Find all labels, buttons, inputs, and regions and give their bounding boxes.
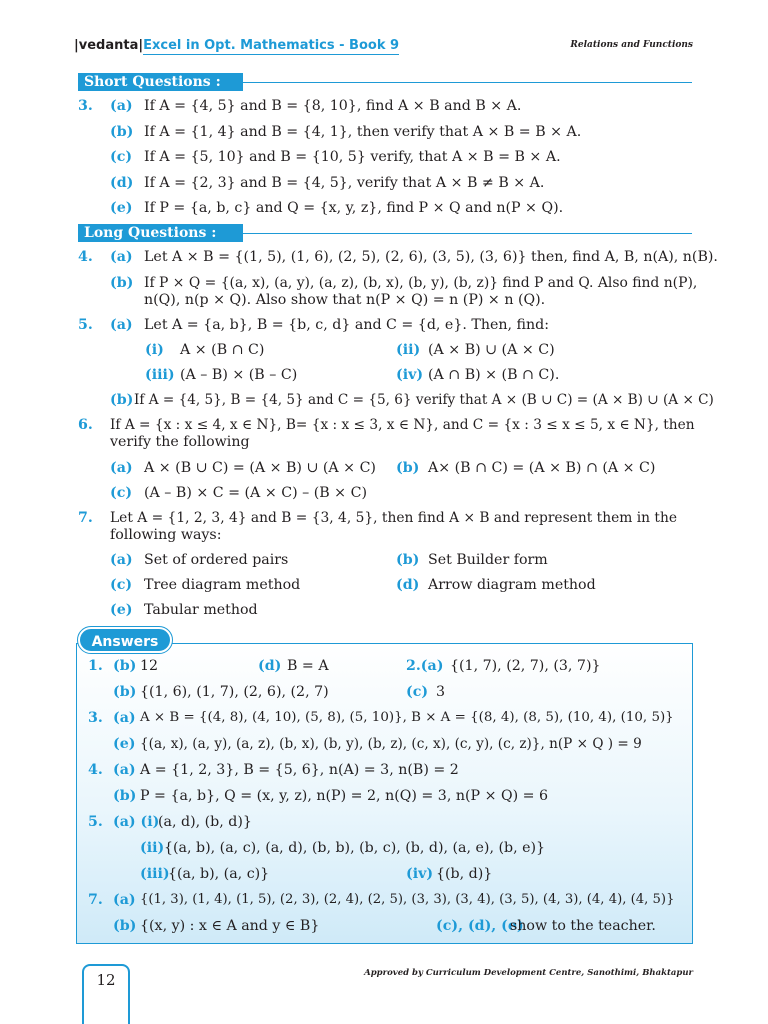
question-text: Let A = {1, 2, 3, 4} and B = {3, 4, 5}, then find A × B and represent them in the <box>110 510 677 526</box>
question-text: (A – B) × C = (A × C) – (B × C) <box>144 485 367 501</box>
answer-label: (b) <box>113 684 137 700</box>
answer-text: A = {1, 2, 3}, B = {5, 6}, n(A) = 3, n(B) = 2 <box>140 762 459 778</box>
question-text: following ways: <box>110 527 222 543</box>
question-text: If A = {4, 5}, B = {4, 5} and C = {5, 6} verify that A × (B ∪ C) = (A × B) ∪ (A × C) <box>134 392 714 408</box>
item-label: (a) <box>110 552 133 568</box>
brand-name: |vedanta| <box>74 38 144 53</box>
item-label: (e) <box>110 200 133 216</box>
answer-text: {(1, 6), (1, 7), (2, 6), (2, 7) <box>140 684 329 700</box>
answer-label: 2.(a) <box>406 658 444 674</box>
item-label: (c) <box>110 149 133 165</box>
item-label: (a) <box>110 249 133 265</box>
question-text: Tabular method <box>144 602 258 618</box>
answer-text: {(1, 3), (1, 4), (1, 5), (2, 3), (2, 4), (2, 5), (3, 3), (3, 4), (3, 5), (4, 3), (4, 4), (4, 5)} <box>140 892 675 907</box>
answer-number: 5. <box>88 814 103 830</box>
item-label: (b) <box>110 124 134 140</box>
subitem-label: (ii) <box>396 342 421 358</box>
answer-text: {(b, d)} <box>436 866 493 882</box>
question-text: If A = {x : x ≤ 4, x ∈ N}, B= {x : x ≤ 3, x ∈ N}, and C = {x : 3 ≤ x ≤ 5, x ∈ N}, then <box>110 417 695 433</box>
answer-text: 12 <box>140 658 159 674</box>
item-label: (b) <box>110 392 134 408</box>
answer-label: (c), (d), (e) <box>436 918 524 934</box>
long-questions-heading: Long Questions : <box>78 224 243 242</box>
approval-note: Approved by Curriculum Development Centre, Sanothimi, Bhaktapur <box>364 968 693 978</box>
question-text: If A = {4, 5} and B = {8, 10}, find A × B and B × A. <box>144 98 522 114</box>
subitem-text: (A ∩ B) × (B ∩ C). <box>428 367 560 383</box>
question-number: 4. <box>78 249 93 265</box>
answer-label: (a) <box>113 710 136 726</box>
question-text: If A = {2, 3} and B = {4, 5}, verify that A × B ≠ B × A. <box>144 175 545 191</box>
answer-text: show to the teacher. <box>510 918 656 934</box>
question-text: A× (B ∩ C) = (A × B) ∩ (A × C) <box>428 460 656 476</box>
answer-number: 4. <box>88 762 103 778</box>
answer-label: (a) (i) <box>113 814 160 830</box>
question-number: 3. <box>78 98 93 114</box>
subitem-text: (A – B) × (B – C) <box>180 367 298 383</box>
subitem-label: (iii) <box>145 367 175 383</box>
answer-label: (iii) <box>140 866 170 882</box>
answer-label: (e) <box>113 736 136 752</box>
subitem-label: (iv) <box>396 367 424 383</box>
item-label: (b) <box>110 275 134 291</box>
answer-text: {(a, b), (a, c)} <box>168 866 270 882</box>
question-text: A × (B ∪ C) = (A × B) ∪ (A × C) <box>144 460 376 476</box>
question-number: 5. <box>78 317 93 333</box>
answer-text: B = A <box>287 658 329 674</box>
answer-label: (a) <box>113 762 136 778</box>
answer-text: {(a, x), (a, y), (a, z), (b, x), (b, y), (b, z), (c, x), (c, y), (c, z)}, n(P × Q ) = 9 <box>140 736 642 752</box>
item-label: (a) <box>110 98 133 114</box>
answer-label: (d) <box>258 658 282 674</box>
question-number: 6. <box>78 417 93 433</box>
answer-text: {(1, 7), (2, 7), (3, 7)} <box>450 658 601 674</box>
answers-heading: Answers <box>80 629 170 651</box>
item-label: (d) <box>396 577 420 593</box>
answer-label: (b) <box>113 918 137 934</box>
answer-label: (a) <box>113 892 136 908</box>
answer-label: (iv) <box>406 866 434 882</box>
item-label: (d) <box>110 175 134 191</box>
answer-label: (b) <box>113 658 137 674</box>
subitem-text: A × (B ∩ C) <box>180 342 265 358</box>
subitem-text: (A × B) ∪ (A × C) <box>428 342 555 358</box>
answer-number: 7. <box>88 892 103 908</box>
page-number: 12 <box>82 964 130 1024</box>
answer-text: {(x, y) : x ∈ A and y ∈ B} <box>140 918 320 934</box>
subitem-label: (i) <box>145 342 164 358</box>
item-label: (a) <box>110 460 133 476</box>
question-text: Let A = {a, b}, B = {b, c, d} and C = {d, e}. Then, find: <box>144 317 549 333</box>
question-text: verify the following <box>110 434 250 450</box>
item-label: (c) <box>110 485 133 501</box>
question-text: Set of ordered pairs <box>144 552 289 568</box>
answer-label: (ii) <box>140 840 165 856</box>
answer-number: 1. <box>88 658 103 674</box>
question-text: Let A × B = {(1, 5), (1, 6), (2, 5), (2, 6), (3, 5), (3, 6)} then, find A, B, n(A), n(B). <box>144 249 718 265</box>
question-number: 7. <box>78 510 93 526</box>
item-label: (b) <box>396 552 420 568</box>
answer-text: A × B = {(4, 8), (4, 10), (5, 8), (5, 10)}, B × A = {(8, 4), (8, 5), (10, 4), (10, 5)} <box>140 710 674 725</box>
question-text: If P = {a, b, c} and Q = {x, y, z}, find P × Q and n(P × Q). <box>144 200 564 216</box>
short-questions-heading: Short Questions : <box>78 73 243 91</box>
question-text: If A = {1, 4} and B = {4, 1}, then verify that A × B = B × A. <box>144 124 582 140</box>
question-text: Set Builder form <box>428 552 548 568</box>
chapter-title: Relations and Functions <box>570 40 693 50</box>
answer-text: P = {a, b}, Q = (x, y, z), n(P) = 2, n(Q) = 3, n(P × Q) = 6 <box>140 788 549 804</box>
answer-text: (a, d), (b, d)} <box>158 814 252 830</box>
answer-number: 3. <box>88 710 103 726</box>
item-label: (c) <box>110 577 133 593</box>
question-text: If A = {5, 10} and B = {10, 5} verify, that A × B = B × A. <box>144 149 561 165</box>
question-text: Tree diagram method <box>144 577 301 593</box>
question-text: Arrow diagram method <box>428 577 596 593</box>
question-text: n(Q), n(p × Q). Also show that n(P × Q) = n (P) × n (Q). <box>144 292 546 308</box>
book-series-title: Excel in Opt. Mathematics - Book 9 <box>143 38 400 53</box>
item-label: (e) <box>110 602 133 618</box>
answer-text: {(a, b), (a, c), (a, d), (b, b), (b, c), (b, d), (a, e), (b, e)} <box>164 840 546 856</box>
answer-label: (c) <box>406 684 429 700</box>
answer-label: (b) <box>113 788 137 804</box>
answer-text: 3 <box>436 684 446 700</box>
item-label: (b) <box>396 460 420 476</box>
question-text: If P × Q = {(a, x), (a, y), (a, z), (b, x), (b, y), (b, z)} find P and Q. Also find n(P), <box>144 275 698 291</box>
item-label: (a) <box>110 317 133 333</box>
book-header <box>74 38 399 53</box>
